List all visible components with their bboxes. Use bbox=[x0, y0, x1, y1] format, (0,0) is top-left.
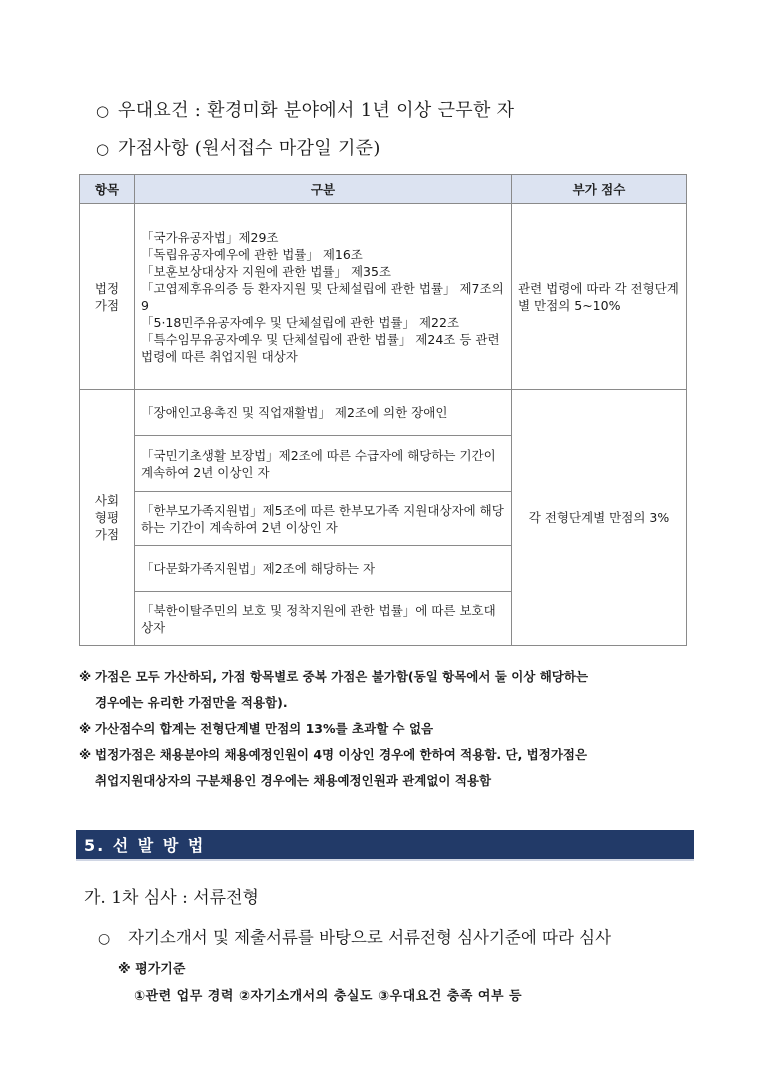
social-category bbox=[80, 390, 135, 646]
bullet-mark: ○ bbox=[98, 931, 111, 947]
preference-bullet bbox=[96, 96, 514, 122]
note-mark: ※ bbox=[79, 747, 92, 762]
legal-law-item: 「국가유공자법」제29조 bbox=[141, 229, 279, 245]
bullet-mark: ○ bbox=[96, 140, 110, 158]
header-division: 구분 bbox=[135, 175, 512, 204]
note-item bbox=[79, 716, 699, 742]
note-text: 취업지원대상자의 구분채용인 경우에는 채용예정인원과 관계없이 적용함 bbox=[95, 773, 492, 788]
note-text: 가점은 모두 가산하되, 가점 항목별로 중복 가점은 불가함(동일 항목에서 둘 이상 해당하는 bbox=[95, 669, 589, 684]
legal-law-item: 「특수임무유공자예우 및 단체설립에 관한 법률」 제24조 등 관련 법령에 따른 취업지원 대상자 bbox=[141, 331, 500, 364]
notes-block bbox=[79, 664, 699, 794]
legal-category-label: 법정 가점 bbox=[94, 280, 120, 313]
note-mark: ※ bbox=[79, 721, 92, 736]
note-text: 경우에는 유리한 가점만을 적용함). bbox=[95, 695, 288, 710]
criteria-title: ※ 평가기준 bbox=[118, 962, 186, 977]
table-header-row bbox=[80, 175, 687, 204]
subsection-title: 가. 1차 심사 : 서류전형 bbox=[84, 888, 259, 908]
bonus-heading-text: 가점사항 (원서접수 마감일 기준) bbox=[118, 138, 381, 159]
social-category-label: 사회 형평 가점 bbox=[94, 493, 120, 542]
note-text: 가산점수의 합계는 전형단계별 만점의 13%를 초과할 수 없음 bbox=[95, 721, 434, 736]
header-item: 항목 bbox=[80, 175, 135, 204]
legal-laws-cell bbox=[135, 204, 512, 390]
legal-law-item: 「고엽제후유의증 등 환자지원 및 단체설립에 관한 법률」 제7조의9 bbox=[141, 280, 504, 313]
social-row: 「국민기초생활 보장법」제2조에 따른 수급자에 해당하는 기간이 계속하여 2년 이상인 자 bbox=[135, 436, 512, 492]
note-item bbox=[79, 664, 699, 690]
note-item bbox=[79, 742, 699, 768]
bonus-points-table bbox=[79, 174, 687, 646]
criteria-items: ①관련 업무 경력 ②자기소개서의 충실도 ③우대요건 충족 여부 등 bbox=[134, 989, 523, 1004]
legal-category bbox=[80, 204, 135, 390]
screening-text: 자기소개서 및 제출서류를 바탕으로 서류전형 심사기준에 따라 심사 bbox=[128, 928, 612, 947]
social-row: 「다문화가족지원법」제2조에 해당하는 자 bbox=[135, 546, 512, 592]
preference-text: 우대요건 : 환경미화 분야에서 1년 이상 근무한 자 bbox=[118, 100, 515, 121]
header-points: 부가 점수 bbox=[512, 175, 687, 204]
note-text: 법정가점은 채용분야의 채용예정인원이 4명 이상인 경우에 한하여 적용함. 단, 법정가점은 bbox=[95, 747, 588, 762]
bullet-mark: ○ bbox=[96, 102, 110, 120]
legal-law-item: 「독립유공자예우에 관한 법률」 제16조 bbox=[141, 246, 363, 262]
table-row-social bbox=[80, 390, 687, 436]
section-title: 5. 선 발 방 법 bbox=[76, 830, 694, 861]
legal-law-item: 「5·18민주유공자예우 및 단체설립에 관한 법률」 제22조 bbox=[141, 314, 460, 330]
bonus-bullet bbox=[96, 134, 381, 160]
legal-law-item: 「보훈보상대상자 지원에 관한 법률」 제35조 bbox=[141, 263, 392, 279]
social-row: 「한부모가족지원법」제5조에 따른 한부모가족 지원대상자에 해당하는 기간이 계속하여 2년 이상인 자 bbox=[135, 492, 512, 546]
legal-points: 관련 법령에 따라 각 전형단계 별 만점의 5~10% bbox=[512, 204, 687, 390]
social-points: 각 전형단계별 만점의 3% bbox=[512, 390, 687, 646]
social-row: 「북한이탈주민의 보호 및 정착지원에 관한 법률」에 따른 보호대상자 bbox=[135, 592, 512, 646]
table-row-legal bbox=[80, 204, 687, 390]
screening-bullet bbox=[98, 924, 611, 948]
note-mark: ※ bbox=[79, 669, 92, 684]
social-row: 「장애인고용촉진 및 직업재활법」 제2조에 의한 장애인 bbox=[135, 390, 512, 436]
